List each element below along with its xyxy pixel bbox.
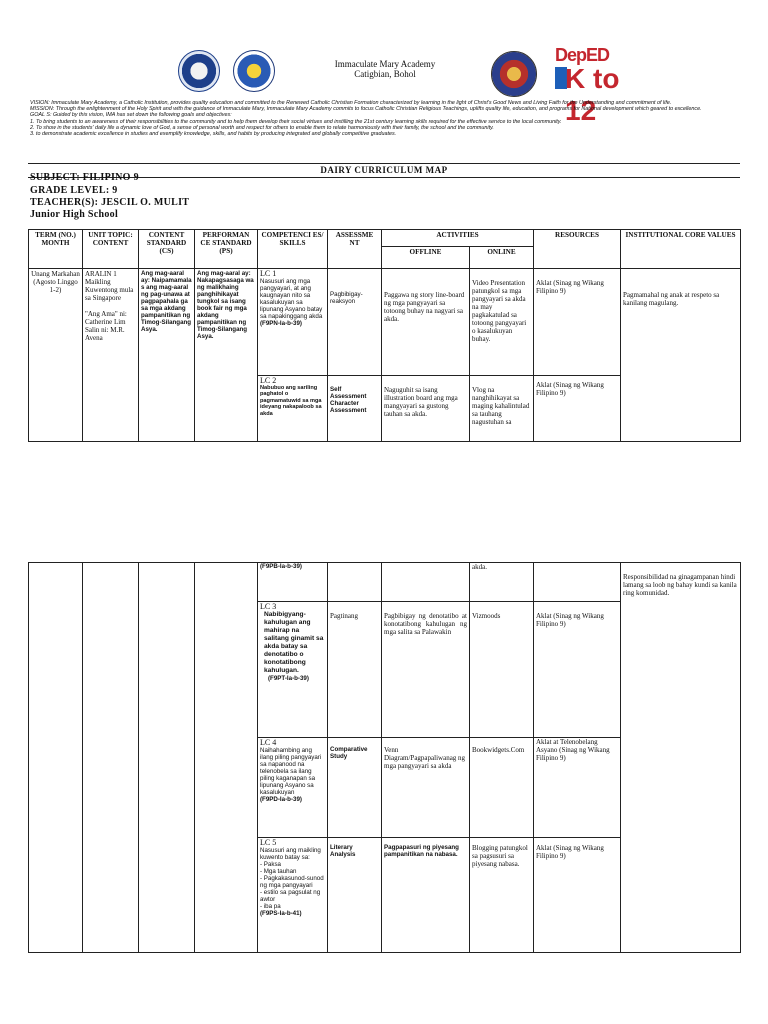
school-location: Catigbian, Bohol: [354, 69, 416, 79]
core-values-cell: Responsibilidad na ginagampanan hindi lamang sa loob ng bahay kundi sa kanila ring komunidad.: [621, 563, 741, 953]
header-competencies: COMPETENCI ES/ SKILLS: [258, 230, 328, 269]
lc-list-item: - iba pa: [260, 903, 281, 910]
header-offline: OFFLINE: [382, 247, 470, 269]
header-performance-standard: PERFORMAN CE STANDARD (PS): [195, 230, 258, 269]
online-activity-cell: Blogging patungkol sa pagsusuri sa piyesang nabasa.: [470, 838, 534, 953]
deped-seal-icon: [178, 50, 220, 92]
competency-cell-lc1: [258, 269, 328, 376]
lc-label: LC 3: [260, 602, 277, 611]
assessment-cell: Literary Analysis: [328, 838, 382, 953]
competency-cell-lc3: [258, 602, 328, 738]
lc-code: (F9PN-Ia-b-39): [260, 320, 302, 327]
offline-activity-cell: Pagbibigay ng denotatibo at konotatibong kahulugan ng mga salita sa Palawakin: [382, 602, 470, 738]
offline-activity-cell: Venn Diagram/Pagpapaliwanag ng mga pangyayari sa akda: [382, 738, 470, 838]
bohol-seal-icon: [491, 51, 537, 97]
school-seal-icon: [233, 50, 275, 92]
deped-k12-logo: DepED K to 12: [555, 45, 620, 126]
lc-list-item: - Pagkakasunod-sunod ng mga pangyayari: [260, 875, 324, 889]
online-activity-cell: akda.: [470, 563, 534, 602]
goal-2: 2. To show in the students' daily life a dynamic love of God, a sense of personal worth and respect for others to enable them to relate harmoniously with their family, the school and the community.: [30, 124, 494, 131]
content-standard-cell: [139, 563, 195, 953]
goals-intro: GOAL S: Guided by this vision, IMA has set down the following goals and objectives:: [30, 112, 232, 119]
header-unit: UNIT TOPIC: CONTENT: [83, 230, 139, 269]
offline-activity-cell: Naguguhit sa isang illustration board ang mga mangyayari sa gustong tauhan sa akda.: [382, 376, 470, 442]
lc-text: Nabubuo ang sariling paghatol o pagmamatuwid sa mga ideyang nakapaloob sa akda: [260, 385, 322, 417]
performance-standard-cell: [195, 563, 258, 953]
lc-text: Nabibigyang-kahulugan ang mahirap na salitang ginamit sa akda batay sa denotatibo o konotatibong kahulugan.: [264, 611, 324, 674]
offline-activity-cell: Paggawa ng story line-board ng mga pangyayari sa totoong buhay na nagyari sa akda.: [382, 269, 470, 376]
offline-activity-cell: Pagpapasuri ng piyesang pampanitikan na nabasa.: [382, 838, 470, 953]
lc-code: (F9PD-Ia-b-39): [260, 796, 302, 803]
online-activity-cell: Bookwidgets.Com: [470, 738, 534, 838]
divider: [28, 163, 740, 164]
header-content-standard: CONTENT STANDARD (CS): [139, 230, 195, 269]
assessment-cell: Self Assessment Character Assessment: [328, 376, 382, 442]
lc-list-item: - estilo sa pagsulat ng awtor: [260, 889, 321, 903]
assessment-cell: Pagtinang: [328, 602, 382, 738]
lc-label: LC 2: [260, 376, 277, 385]
header-activities: ACTIVITIES: [382, 230, 534, 247]
vision-text: VISION: Immaculate Mary Academy, a Catholic Institution, provides quality education and committed to the Renewed Catholic Christian Formation characterized by learning in the light of Christ's Good News and Living Faith for the Understanding and commitment of life.: [30, 100, 672, 106]
subject-line: SUBJECT: FILIPINO 9: [30, 172, 139, 183]
mission-text: MISSION: Through the enlightenment of the Holy Spirit and with the guidance of Immaculate Mary, Immaculate Mary Academy commits to focus Catholic Christian Religious Teachings, uplifts quality life, education, and programs for National development which geared to excellence.: [30, 106, 702, 113]
school-name: Immaculate Mary Academy: [334, 59, 436, 69]
lc-label: LC 5: [260, 838, 277, 847]
resources-cell: Aklat (Sinag ng Wikang Filipino 9): [534, 376, 621, 442]
lc-list-item: - Paksa: [260, 861, 281, 868]
curriculum-table-page-2: [28, 562, 741, 953]
school-level-line: Junior High School: [30, 209, 119, 220]
performance-standard-cell: Ang mag-aaral ay: Nakapagsasaga wa ng malikhaing panghihikayat tungkol sa isang book fair ng mga akdang pampanitikan ng Timog-Silangang Asya.: [195, 269, 258, 442]
content-standard-cell: Ang mag-aaral ay: Naipamamala s ang mag-aaral ng pag-unawa at pagpapahala ga sa mga akdang pampanitikan ng Timog-Silangang Asya.: [139, 269, 195, 442]
lc-label: LC 1: [260, 269, 277, 278]
competency-cell-lc4: [258, 738, 328, 838]
lc-text: Nasusuri ang maikling kuwento batay sa:: [260, 847, 321, 861]
assessment-cell: Pagbibigay-reaksyon: [328, 269, 382, 376]
lc-label: LC 4: [260, 738, 277, 747]
term-cell: [29, 563, 83, 953]
lc-code: (F9PS-Ia-b-41): [260, 910, 302, 917]
vision-mission-goals: [30, 100, 740, 137]
online-activity-cell: Vizmoods: [470, 602, 534, 738]
competency-cell-lc5: [258, 838, 328, 953]
header-online: ONLINE: [470, 247, 534, 269]
lc-code: (F9PT-Ia-b-39): [268, 675, 309, 682]
assessment-cell: Comparative Study: [328, 738, 382, 838]
document-title: DAIRY CURRICULUM MAP: [320, 165, 448, 175]
resources-cell: Aklat (Sinag ng Wikang Filipino 9): [534, 838, 621, 953]
unit-cell: [83, 563, 139, 953]
unit-cell: ARALIN 1 Maikling Kuwentong mula sa Singapore "Ang Ama" ni: Catherine Lim Salin ni: M.R. Avena: [83, 269, 139, 442]
core-values-cell: Pagmamahal ng anak at respeto sa kanilang magulang.: [621, 269, 741, 442]
header-term: TERM (NO.) MONTH: [29, 230, 83, 269]
curriculum-table-page-1: [28, 229, 741, 442]
school-header: [330, 59, 440, 79]
online-activity-cell: Vlog na nanghihikayat sa maging kahalintulad sa tauhang nagustuhan sa: [470, 376, 534, 442]
lc-text: Nasusuri ang mga pangyayari, at ang kaugnayan nito sa kasalukuyan sa lipunang Asyano batay sa napakinggang akda: [260, 278, 323, 320]
assessment-cell: [328, 563, 382, 602]
lc-text: Naihahambing ang ilang piling pangyayari sa napanood na telenobela sa ilang piling kaganapan sa lipunang Asyano sa kasalukuyan: [260, 747, 322, 796]
resources-cell: Aklat (Sinag ng Wikang Filipino 9): [534, 602, 621, 738]
grade-line: GRADE LEVEL: 9: [30, 185, 118, 196]
offline-activity-cell: [382, 563, 470, 602]
resources-cell: Aklat (Sinag ng Wikang Filipino 9): [534, 269, 621, 376]
term-cell: Unang Markahan (Agosto Linggo 1-2): [29, 269, 83, 442]
online-activity-cell: Video Presentation patungkol sa mga pangyayari sa akda na may pagkakatulad sa totoong pangyayari o kasalukuyan buhay.: [470, 269, 534, 376]
competency-cell-lc2: [258, 376, 328, 442]
resources-cell: Aklat at Telenobelang Asyano (Sinag ng Wikang Filipino 9): [534, 738, 621, 838]
lc-list-item: - Mga tauhan: [260, 868, 297, 875]
resources-cell: [534, 563, 621, 602]
lc-code-continued: (F9PB-Ia-b-39): [258, 563, 328, 602]
header-resources: RESOURCES: [534, 230, 621, 269]
goal-3: 3. to demonstrate academic excellence in studies and exemplify knowledge, skills, and habits by producing integrated and globally competitive graduates.: [30, 131, 397, 138]
teacher-line: TEACHER(S): JESCIL O. MULIT: [30, 197, 190, 208]
header-assessment: ASSESSME NT: [328, 230, 382, 269]
goal-1: 1. To bring students to an awareness of their responsibilities to the community and to help them develop their social virtues and instilling the 21st century learning skills required for the effective service to the local community.: [30, 118, 562, 125]
header-core-values: INSTITUTIONAL CORE VALUES: [621, 230, 741, 269]
